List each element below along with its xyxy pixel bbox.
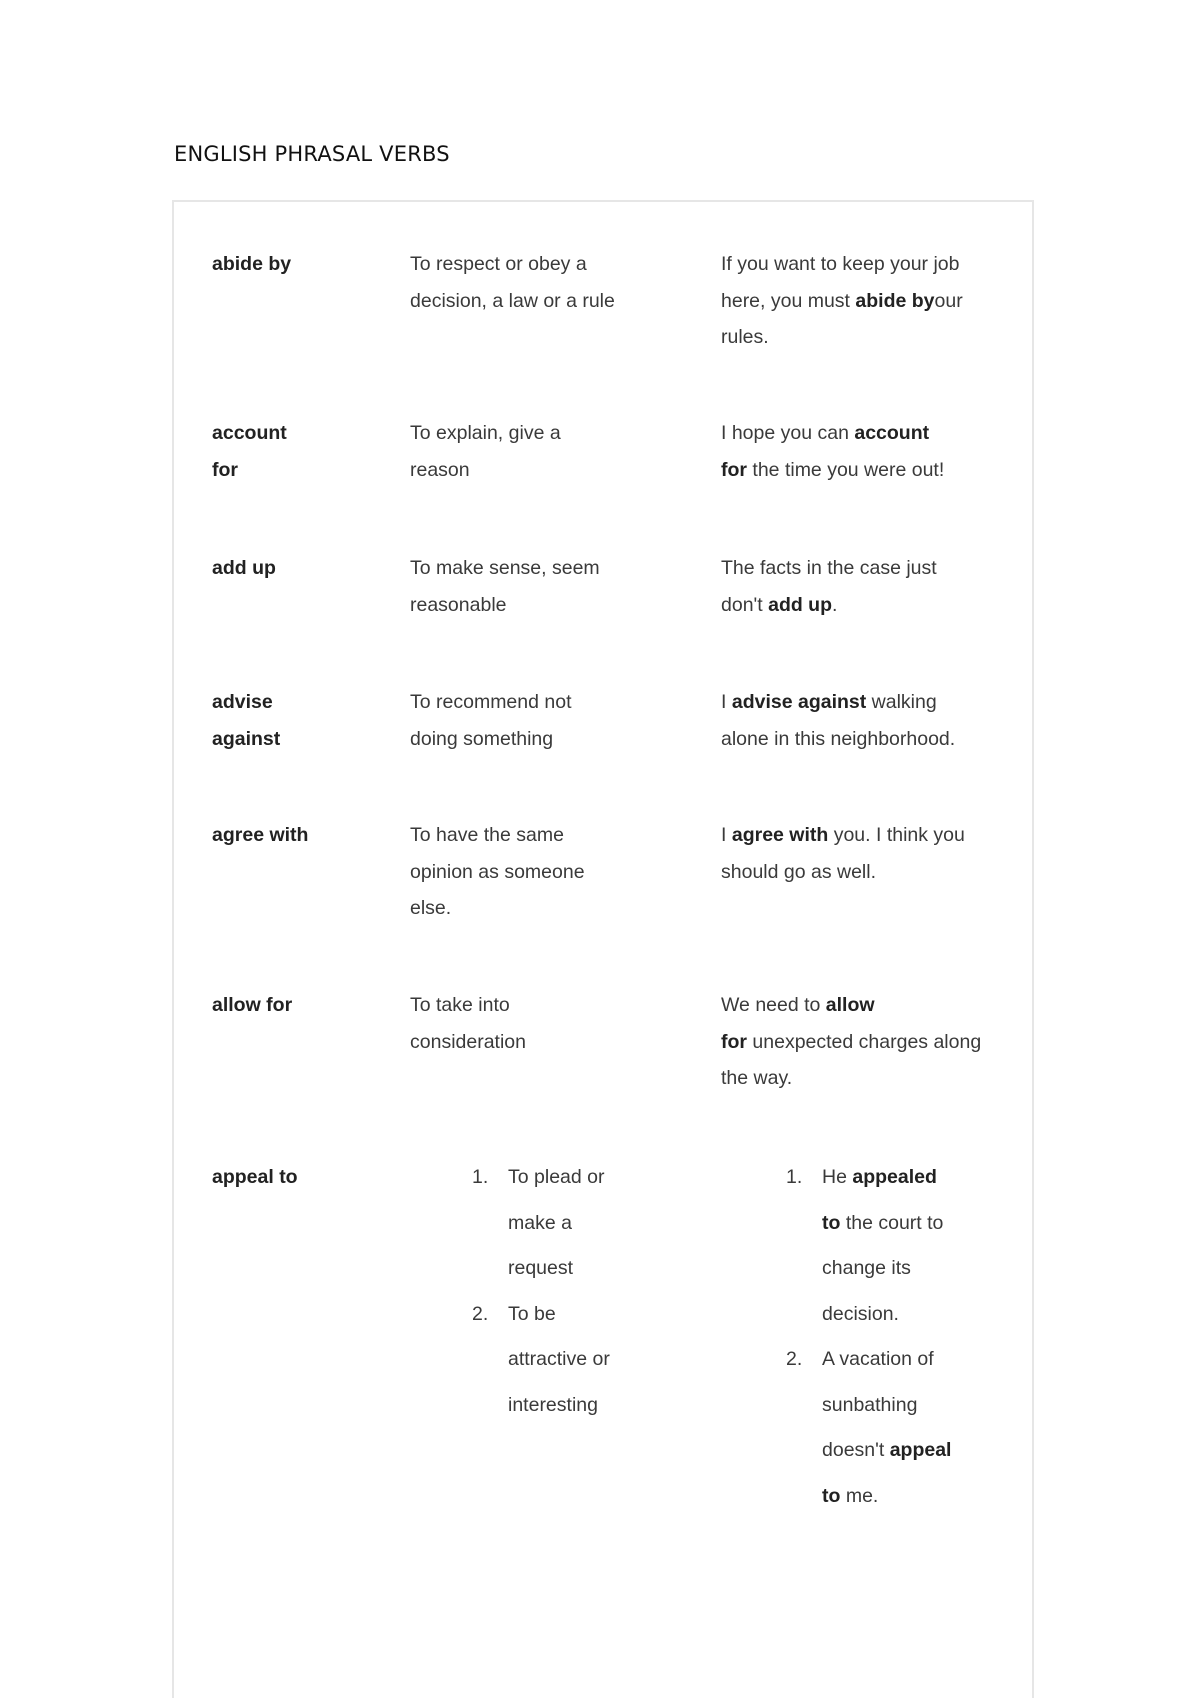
definition-cell: [410, 246, 640, 319]
verb-line: add up: [212, 557, 276, 579]
example-cell: [786, 1155, 986, 1519]
example-phrasal-verb: for: [721, 1030, 747, 1053]
verb-line: against: [212, 727, 281, 750]
example-cell: [721, 987, 1006, 1097]
example-text: change its: [822, 1257, 911, 1279]
definition-line: To explain, give a: [410, 422, 561, 444]
verb-line: abide by: [212, 253, 292, 275]
example-line: [721, 587, 1006, 624]
example-line: [822, 1246, 986, 1292]
definition-line: To respect or obey a: [410, 253, 587, 275]
list-number: 1.: [472, 1166, 489, 1188]
verb-cell: [212, 246, 372, 283]
definition-line: request: [508, 1257, 574, 1279]
example-line: [721, 246, 1006, 283]
definition-line: interesting: [508, 1393, 598, 1416]
example-phrasal-verb: abide by: [855, 289, 935, 312]
example-text: unexpected charges along: [747, 1030, 982, 1053]
list-item: [472, 1292, 652, 1429]
example-text: the way.: [721, 1067, 793, 1089]
example-line: [721, 1024, 1006, 1061]
definition-line: opinion as someone: [410, 860, 585, 883]
definition-line: To make sense, seem: [410, 557, 600, 579]
definition-line: To be: [508, 1302, 556, 1325]
example-cell: [721, 817, 1006, 890]
verb-line: appeal to: [212, 1166, 298, 1188]
example-line: [721, 1060, 1006, 1097]
example-line: [721, 721, 1006, 758]
verb-cell: [212, 550, 372, 587]
definition-cell: [410, 684, 640, 757]
verb-cell: [212, 987, 372, 1024]
definition-line: reasonable: [410, 593, 507, 616]
example-text: I: [721, 824, 732, 846]
example-text: He: [822, 1166, 853, 1188]
example-text: If you want to keep your job: [721, 253, 960, 275]
example-text: the court to: [840, 1211, 944, 1234]
example-line: [721, 319, 1006, 356]
definition-cell: [410, 987, 640, 1060]
example-text: don't: [721, 593, 769, 616]
example-phrasal-verb: add up: [768, 593, 833, 616]
example-line: [721, 684, 1006, 721]
verb-cell: [212, 415, 372, 488]
definition-cell: [410, 817, 640, 927]
example-line: [822, 1337, 986, 1383]
list-item: [472, 1155, 652, 1292]
definition-line: To recommend not: [410, 691, 572, 713]
definition-line: To take into: [410, 994, 510, 1016]
verb-line: account: [212, 422, 287, 444]
verb-line: allow for: [212, 994, 293, 1016]
example-text: We need to: [721, 994, 826, 1016]
example-phrasal-verb: for: [721, 458, 747, 481]
verb-cell: [212, 817, 372, 854]
example-text: the time you were out!: [747, 458, 945, 481]
example-line: [721, 550, 1006, 587]
example-text: you. I think you: [828, 824, 965, 846]
definition-line: doing something: [410, 727, 554, 750]
definition-line: consideration: [410, 1030, 526, 1053]
example-list: [786, 1155, 986, 1519]
example-line: [822, 1292, 986, 1338]
example-phrasal-verb: to: [822, 1484, 841, 1507]
example-line: [822, 1428, 986, 1474]
verb-cell: [212, 684, 372, 757]
example-line: [822, 1155, 986, 1201]
verb-line: for: [212, 458, 238, 481]
example-line: [721, 817, 1006, 854]
verb-cell: [212, 1159, 372, 1196]
definition-line: make a: [508, 1211, 572, 1234]
example-line: [822, 1201, 986, 1247]
list-item: [786, 1155, 986, 1337]
list-item: [786, 1337, 986, 1519]
example-text: doesn't: [822, 1439, 890, 1461]
example-text: rules.: [721, 326, 769, 348]
definition-cell: [472, 1155, 652, 1428]
example-line: [721, 987, 1006, 1024]
example-line: [721, 283, 1006, 320]
example-text: me.: [840, 1484, 879, 1507]
phrasal-verbs-table: [172, 200, 1034, 1698]
example-line: [822, 1474, 986, 1520]
definition-line: else.: [410, 897, 452, 919]
example-text: alone in this neighborhood.: [721, 727, 956, 750]
example-phrasal-verb: appealed: [852, 1166, 937, 1188]
example-phrasal-verb: advise against: [731, 691, 867, 713]
example-line: [721, 854, 1006, 891]
definition-line: attractive or: [508, 1348, 610, 1370]
definition-cell: [410, 550, 640, 623]
example-text: should go as well.: [721, 860, 877, 883]
definition-line: To plead or: [508, 1166, 605, 1188]
list-number: 1.: [786, 1166, 803, 1188]
example-text: I: [721, 691, 732, 713]
example-text: our: [934, 289, 963, 312]
example-text: here, you must: [721, 289, 856, 312]
example-cell: [721, 246, 1006, 356]
example-text: The facts in the case just: [721, 557, 937, 579]
page-title: ENGLISH PHRASAL VERBS: [174, 142, 450, 166]
example-text: I hope you can: [721, 422, 855, 444]
definition-line: To have the same: [410, 824, 564, 846]
list-number: 2.: [786, 1348, 803, 1370]
example-text: sunbathing: [822, 1393, 918, 1416]
example-phrasal-verb: allow: [825, 994, 875, 1016]
example-line: [822, 1383, 986, 1429]
example-phrasal-verb: appeal: [889, 1439, 952, 1461]
example-text: A vacation of: [822, 1348, 934, 1370]
definition-line: decision, a law or a rule: [410, 289, 615, 312]
example-phrasal-verb: agree with: [731, 824, 829, 846]
example-text: walking: [866, 691, 937, 713]
example-phrasal-verb: account: [854, 422, 930, 444]
example-text: decision.: [822, 1302, 899, 1325]
example-line: [721, 452, 1006, 489]
example-line: [721, 415, 1006, 452]
verb-line: agree with: [212, 824, 309, 846]
list-number: 2.: [472, 1302, 489, 1325]
example-cell: [721, 550, 1006, 623]
definition-list: [472, 1155, 652, 1428]
example-cell: [721, 684, 1006, 757]
definition-cell: [410, 415, 640, 488]
verb-line: advise: [212, 691, 273, 713]
example-cell: [721, 415, 1006, 488]
definition-line: reason: [410, 458, 470, 481]
example-text: .: [832, 593, 838, 616]
example-phrasal-verb: to: [822, 1211, 841, 1234]
